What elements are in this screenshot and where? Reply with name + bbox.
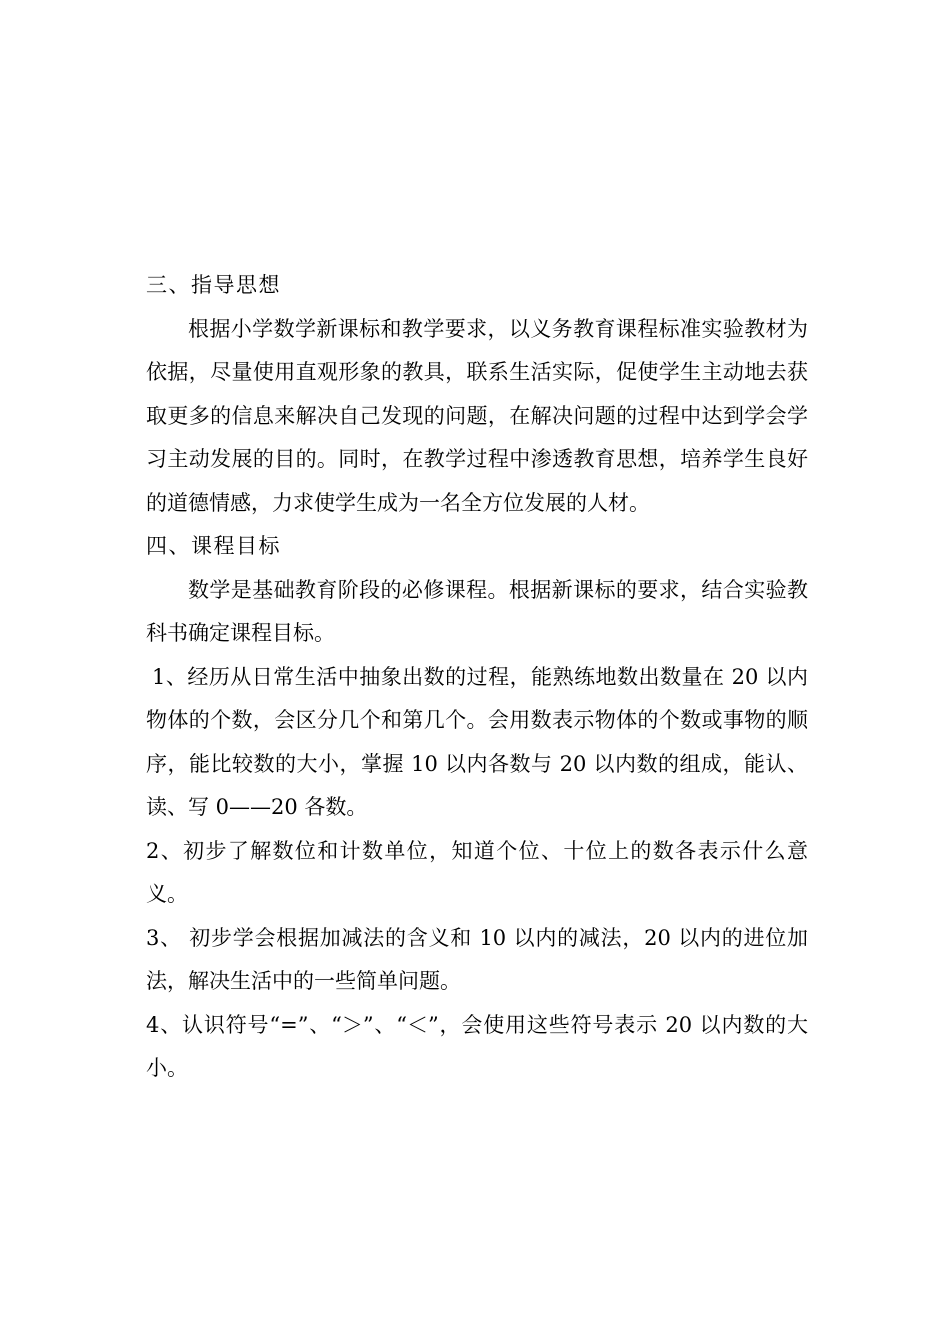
goal-item-3: 3、 初步学会根据加减法的含义和 10 以内的减法，20 以内的进位加法，解决生活中的一些简单问题。 — [146, 925, 808, 993]
section-3-paragraph: 根据小学数学新课标和教学要求，以义务教育课程标准实验教材为依据，尽量使用直观形象的教具，联系生活实际，促使学生主动地去获取更多的信息来解决自己发现的问题，在解决问题的过程中达到学会学习主动发展的目的。同时，在教学过程中渗透教育思想，培养学生良好的道德情感，力求使学生成为一名全方位发展的人材。 — [146, 316, 808, 515]
section-3-heading: 三、指导思想 — [146, 273, 281, 297]
section-4-heading: 四、课程目标 — [146, 534, 281, 558]
section-4-intro: 数学是基础教育阶段的必修课程。根据新课标的要求，结合实验教科书确定课程目标。 — [146, 577, 808, 645]
goal-item-1: 1、经历从日常生活中抽象出数的过程，能熟练地数出数量在 20 以内物体的个数，会区分几个和第几个。会用数表示物体的个数或事物的顺序，能比较数的大小，掌握 10 以内各数与 20 以内数的组成，能认、读、写 0——20 各数。 — [146, 664, 808, 819]
goal-item-4: 4、认识符号“=”、“＞”、“＜”，会使用这些符号表示 20 以内数的大小。 — [146, 1012, 808, 1080]
goal-item-2: 2、初步了解数位和计数单位，知道个位、十位上的数各表示什么意义。 — [146, 838, 808, 906]
document-body — [146, 264, 808, 1091]
